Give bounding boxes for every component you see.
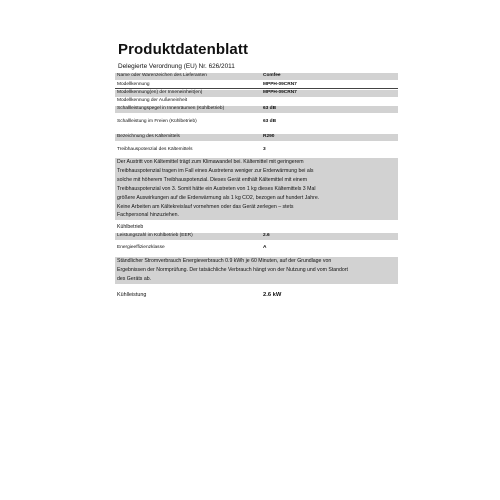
row-value: A xyxy=(263,245,267,250)
row-model-id xyxy=(115,82,398,89)
notice-line: solche mit höherem Treibhauspotenzial. Dieses Gerät enthält Kältemittel mit einem xyxy=(117,176,308,183)
notice-line: Fachpersonal hinzuziehen. xyxy=(117,212,180,219)
row-value: R290 xyxy=(263,134,275,139)
row-value: 2.6 kW xyxy=(263,292,282,298)
row-label: Name oder Warenzeichen des Lieferanten xyxy=(117,73,207,78)
row-label: Modellkennung der Außeneinheit xyxy=(117,98,188,103)
row-outdoor-sound xyxy=(115,119,398,126)
row-label: Modellkennung(en) der Inneneinheit(en) xyxy=(117,90,203,95)
standby-line: Ständlicher Stromverbrauch Energieverbrauch 0.9 kWh je 60 Minuten, auf der Grundlage von xyxy=(117,258,332,264)
row-energy-class xyxy=(115,245,398,252)
document-title: Produktdatenblatt xyxy=(118,41,249,58)
row-gwp xyxy=(115,147,398,154)
row-label: Energieeffizienzklasse xyxy=(117,245,165,250)
row-value: 3 xyxy=(263,147,266,152)
row-value: 63 dB xyxy=(263,106,277,111)
document-subtitle: Delegierte Verordnung (EU) Nr. 626/2011 xyxy=(118,63,235,70)
row-label: Bezeichnung des Kältemittels xyxy=(117,134,180,139)
row-label: Treibhauspotenzial des Kältemittels xyxy=(117,147,193,152)
row-outdoor-unit xyxy=(115,98,398,105)
row-value: 2.6 xyxy=(263,233,270,238)
row-label: Leistungszahl im Kühlbetrieb (EER) xyxy=(117,233,193,238)
notice-line: Der Austritt von Kältemittel trägt zum Klimawandel bei. Kältemittel mit geringerem xyxy=(117,159,304,165)
standby-line: des Geräts ab. xyxy=(117,275,152,282)
row-value: 63 dB xyxy=(263,119,277,124)
product-data-sheet xyxy=(115,0,405,500)
row-value: MPPH-09CRN7 xyxy=(263,82,297,87)
notice-line: Treibhauspotenzial von 3. Somit hätte ein Austreten von 1 kg dieses Kältemittels 3 Mal xyxy=(117,185,316,192)
section-cooling xyxy=(115,225,398,232)
row-label: Schallleistungspegel in Innenräumen (Kühlbetrieb) xyxy=(117,106,225,111)
row-label: Schallleistung im Freien (Kühlbetrieb) xyxy=(117,119,197,124)
notice-line: Keine Arbeiten am Kältekreislauf vornehmen oder das Gerät zerlegen – stets xyxy=(117,203,294,210)
row-label: Modellkennung xyxy=(117,82,150,87)
refrigerant-notice xyxy=(115,158,398,220)
row-supplier xyxy=(115,73,398,80)
row-value: Comfee xyxy=(263,73,281,78)
standby-notice xyxy=(115,257,398,284)
notice-line: größere Auswirkungen auf die Erderwärmung als 1 kg CO2, bezogen auf hundert Jahre. xyxy=(117,194,320,201)
row-refrigerant xyxy=(115,134,398,141)
row-cooling-capacity xyxy=(115,293,398,301)
row-indoor-unit xyxy=(115,90,398,97)
notice-line: Treibhauspotenzial tragen im Fall eines Austretens weniger zur Erderwärmung bei als xyxy=(117,167,314,174)
section-label: Kühlbetrieb xyxy=(117,224,144,230)
row-indoor-sound xyxy=(115,106,398,113)
row-value: MPPH-09CRN7 xyxy=(263,90,297,95)
row-eer xyxy=(115,233,398,240)
row-label: Kühlleistung xyxy=(117,292,147,298)
standby-line: Ergebnissen der Normprüfung. Der tatsächliche Verbrauch hängt von der Nutzung und vom Standort xyxy=(117,266,348,273)
